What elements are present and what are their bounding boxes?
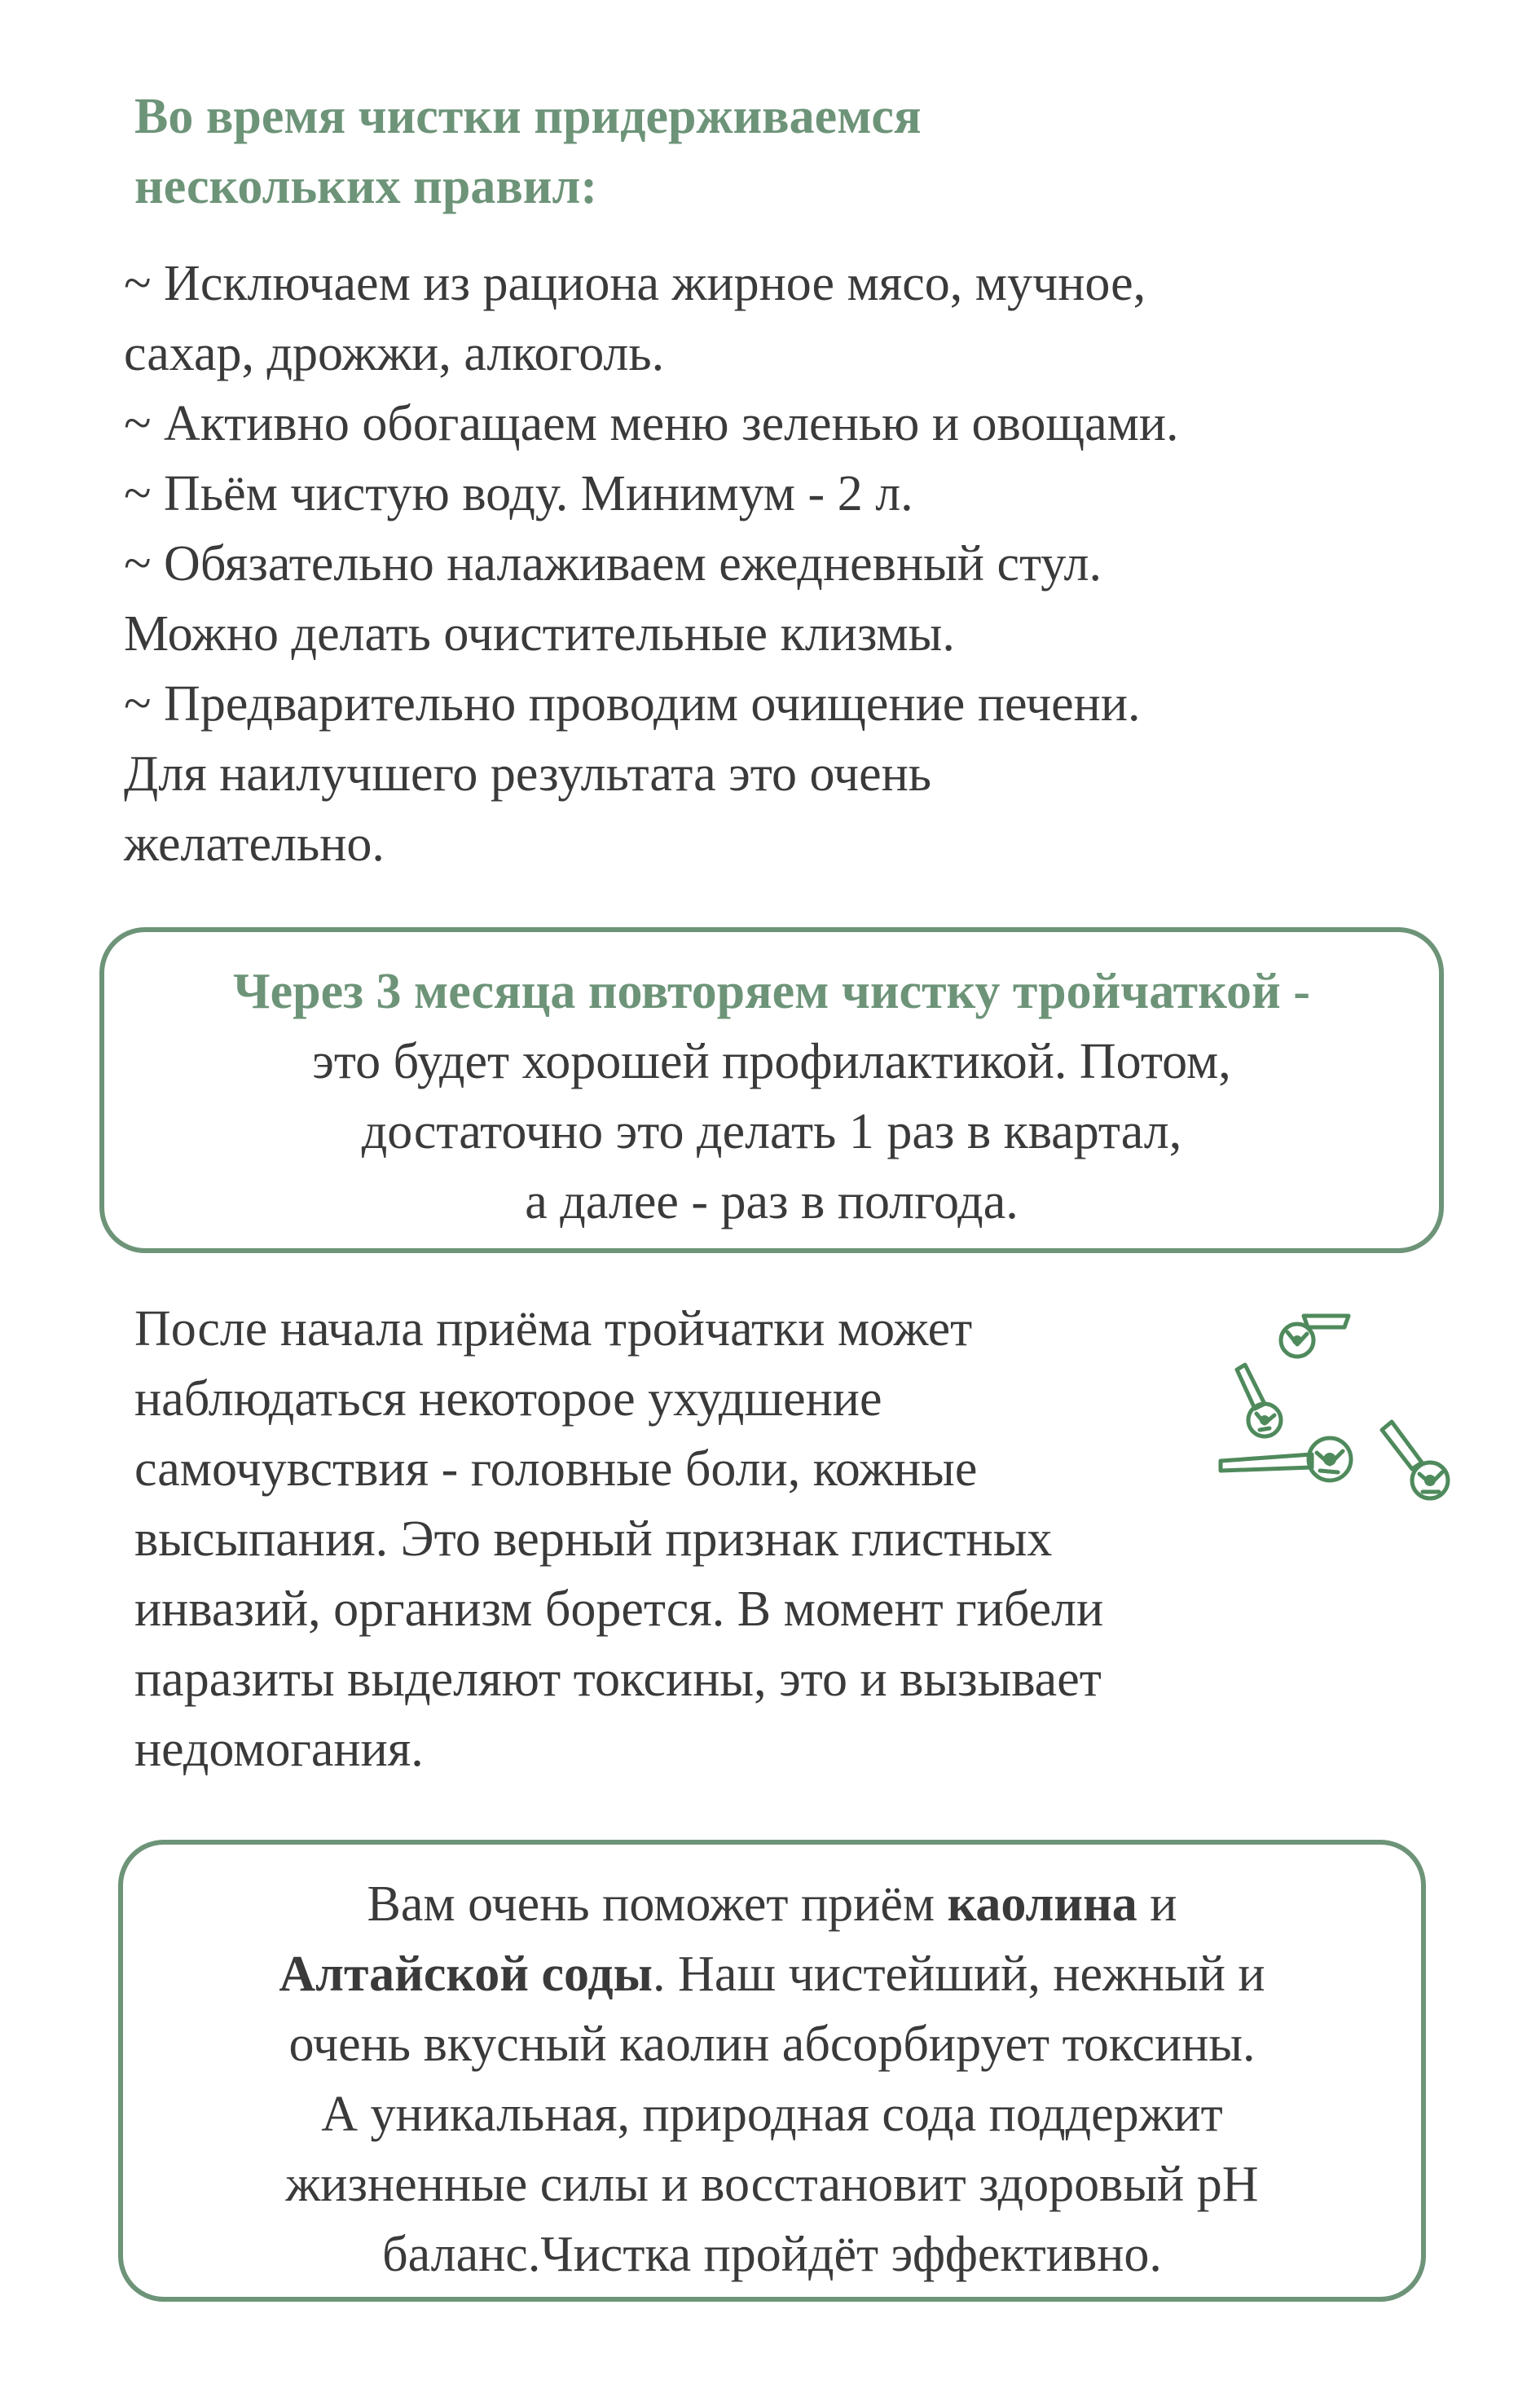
clove-icon [1206,1300,1483,1511]
rule-line: ~ Предварительно проводим очищение печени. [124,676,1141,732]
box-accent-line: Через 3 месяца повторяем чистку тройчаткой - [233,964,1310,1019]
rule-line: Для наилучшего результата это очень [124,746,932,802]
paragraph-line: После начала приёма тройчатки может [134,1301,973,1357]
rule-line: желательно. [124,816,385,872]
heading-line: Во время чистки придерживаемся [134,89,922,144]
rule-line: ~ Исключаем из рациона жирное мясо, мучное, [124,256,1146,311]
box-line: достаточно это делать 1 раз в квартал, [361,1104,1182,1159]
box-line [123,1869,1421,1939]
paragraph-line: высыпания. Это верный признак глистных [134,1511,1053,1567]
kaolin-soda-box [118,1840,1426,2302]
section-heading [134,81,1275,222]
box-line: это будет хорошей профилактикой. Потом, [312,1034,1231,1089]
repeat-cleanse-box [99,927,1444,1253]
rule-line: сахар, дрожжи, алкоголь. [124,326,665,381]
box-line: очень вкусный каолин абсорбирует токсины. [288,2017,1256,2072]
paragraph-line: паразиты выделяют токсины, это и вызывает [134,1652,1102,1707]
box-line: а далее - раз в полгода. [525,1174,1019,1229]
rule-line: ~ Пьём чистую воду. Минимум - 2 л. [124,466,913,521]
rule-line: Можно делать очистительные клизмы. [124,606,955,662]
paragraph-line: самочувствия - головные боли, кожные [134,1441,978,1497]
altai-soda-highlight: Алтайской соды [279,1946,653,2002]
kaolin-highlight: каолина [947,1876,1137,1932]
box-text: Вам очень поможет приём [367,1876,948,1932]
rules-list [124,249,1493,879]
box-line: баланс.Чистка пройдёт эффективно. [382,2227,1162,2282]
box-line: А уникальная, природная сода поддержит [321,2087,1223,2142]
box-text: . Наш чистейший, нежный и [653,1946,1265,2002]
paragraph-line: наблюдаться некоторое ухудшение [134,1371,882,1427]
paragraph-line: инвазий, организм борется. В момент гибели [134,1581,1104,1637]
paragraph-line: недомогания. [134,1722,424,1777]
box-line: жизненные силы и восстановит здоровый рН [285,2157,1259,2212]
rule-line: ~ Активно обогащаем меню зеленью и овощами. [124,396,1179,451]
box-line [123,1939,1421,2009]
side-effects-paragraph [134,1294,1275,1784]
rule-line: ~ Обязательно налаживаем ежедневный стул. [124,536,1102,592]
heading-line: нескольких правил: [134,159,597,214]
box-text: и [1137,1876,1177,1932]
